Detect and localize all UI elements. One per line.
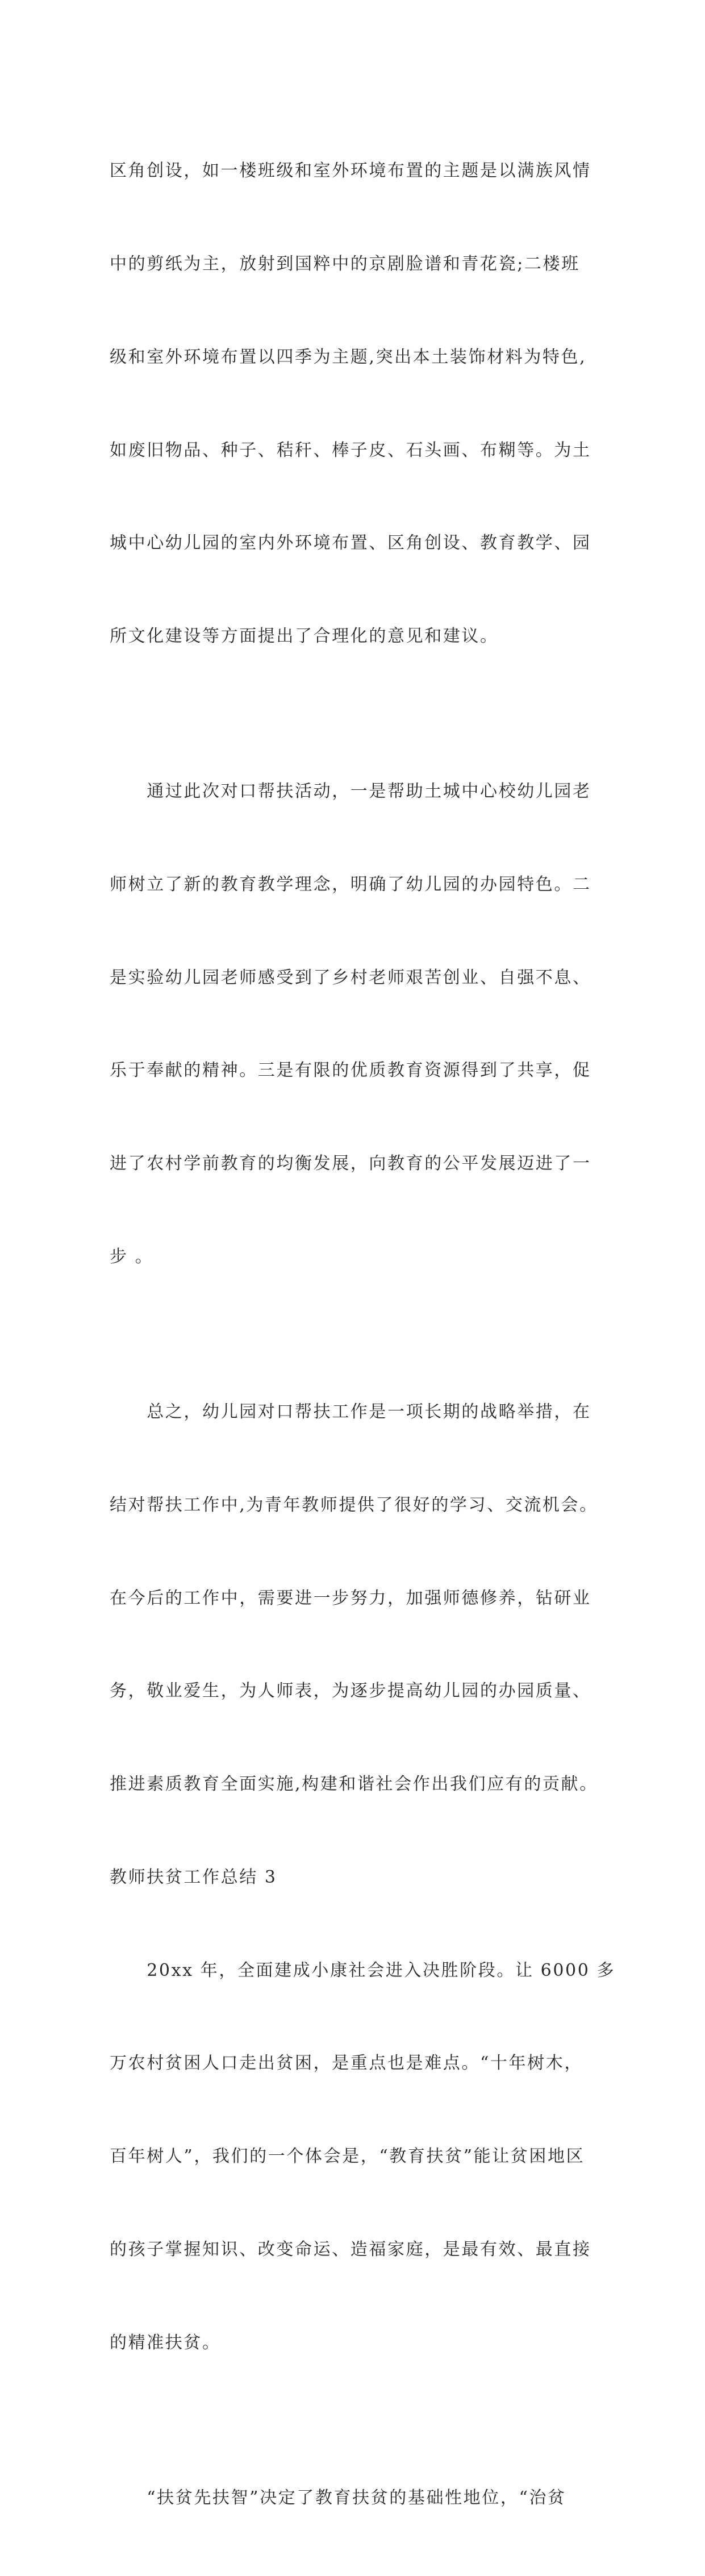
paragraph-2: [110, 714, 621, 1335]
text-line: 在今后的工作中，需要进一步努力，加强师德修养，钻研业: [110, 1588, 591, 1608]
text-line: “扶贫先扶智”决定了教育扶贫的基础性地位，“治贫: [110, 2487, 566, 2508]
section-heading: 教师扶贫工作总结 3: [110, 1867, 277, 1887]
text-line: 中的剪纸为主，放射到国粹中的京剧脸谱和青花瓷;二楼班: [110, 253, 580, 274]
text-line: 乐于奉献的精神。三是有限的优质教育资源得到了共享，促: [110, 1060, 591, 1081]
text-line: 是实验幼儿园老师感受到了乡村老师艰苦创业、自强不息、: [110, 967, 591, 988]
text-line: 务，敬业爱生，为人师表，为逐步提高幼儿园的办园质量、: [110, 1681, 591, 1701]
text-line: 步 。: [110, 1246, 154, 1267]
paragraph-4: [110, 1893, 621, 2420]
text-line: 的孩子掌握知识、改变命运、造福家庭，是最有效、最直接: [110, 2239, 591, 2259]
text-line: 百年树人”，我们的一个体会是，“教育扶贫”能让贫困地区: [110, 2146, 585, 2167]
text-line: 推进素质教育全面实施,构建和谐社会作出我们应有的贡献。: [110, 1774, 598, 1795]
text-line: 万农村贫困人口走出贫困，是重点也是难点。“十年树木，: [110, 2053, 583, 2074]
document-body: [110, 94, 621, 2576]
paragraph-3: [110, 1335, 621, 1862]
text-line: 区角创设，如一楼班级和室外环境布置的主题是以满族风情: [110, 161, 591, 181]
text-line: 的精准扶贫。: [110, 2332, 221, 2353]
paragraph-5: [110, 2421, 621, 2576]
text-line: 如废旧物品、种子、秸秆、棒子皮、石头画、布糊等。为土: [110, 440, 591, 460]
text-line: 20xx 年，全面建成小康社会进入决胜阶段。让 6000 多: [110, 1960, 616, 1980]
text-line: 师树立了新的教育教学理念，明确了幼儿园的办园特色。二: [110, 874, 591, 894]
text-line: 城中心幼儿园的室内外环境布置、区角创设、教育教学、园: [110, 533, 591, 554]
text-line: 通过此次对口帮扶活动，一是帮助土城中心校幼儿园老: [110, 781, 591, 802]
text-line: 结对帮扶工作中,为青年教师提供了很好的学习、交流机会。: [110, 1495, 598, 1515]
text-line: 级和室外环境布置以四季为主题,突出本土装饰材料为特色,: [110, 347, 587, 367]
text-line: 总之，幼儿园对口帮扶工作是一项长期的战略举措，在: [110, 1401, 591, 1422]
text-line: 进了农村学前教育的均衡发展，向教育的公平发展迈进了一: [110, 1154, 591, 1174]
paragraph-1: [110, 94, 621, 714]
text-line: 所文化建设等方面提出了合理化的意见和建议。: [110, 626, 499, 647]
